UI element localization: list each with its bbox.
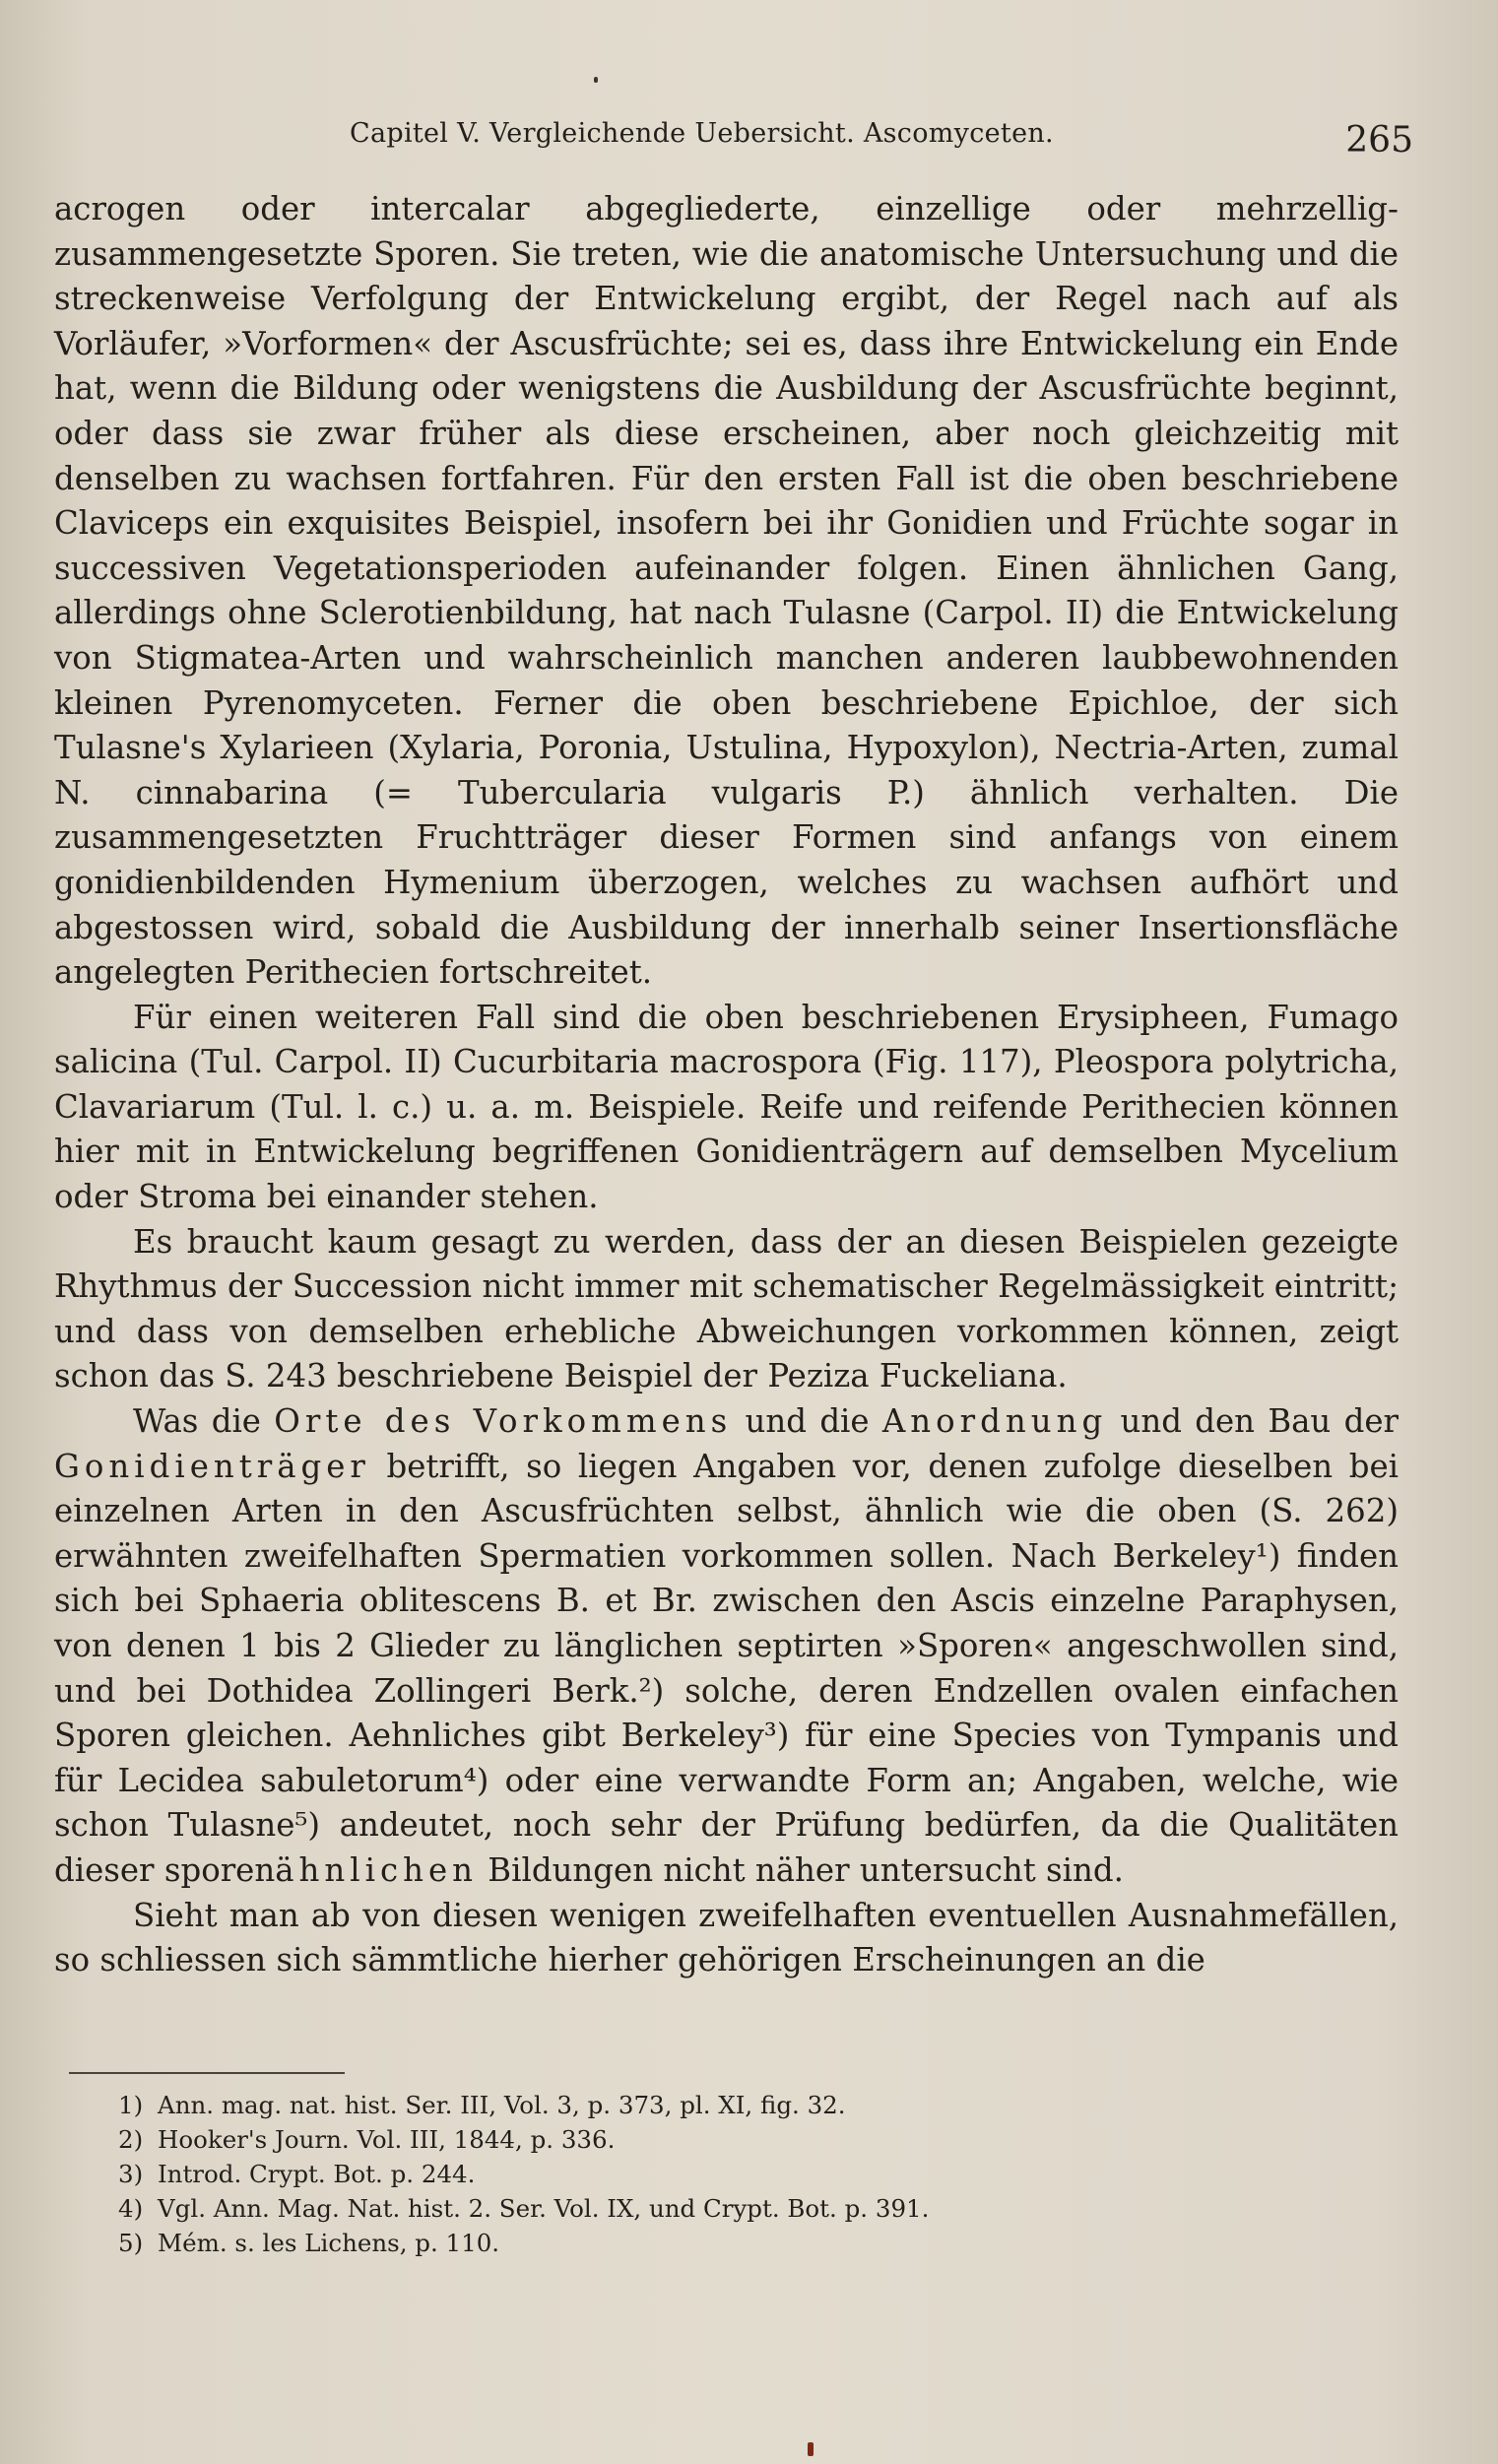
footnote-number: 1) <box>118 2091 144 2119</box>
running-head: Capitel V. Vergleichende Uebersicht. Ascomyceten. <box>350 118 1054 149</box>
footnotes <box>118 2088 1300 2260</box>
footnote-number: 5) <box>118 2229 144 2257</box>
emphasis-spaced: Orte des Vorkommens <box>274 1402 733 1441</box>
text-run: Was die <box>133 1402 275 1441</box>
paragraph: Sieht man ab von diesen wenigen zweifelhaften eventuellen Ausnahmefällen, so schliessen sich sämmtliche hierher gehörigen Erscheinungen an die <box>54 1896 1399 1979</box>
footnote-number: 2) <box>118 2125 144 2154</box>
footnote-number: 3) <box>118 2160 144 2188</box>
footnote <box>118 2191 1300 2226</box>
page-header <box>54 110 1413 169</box>
paragraph: Es braucht kaum gesagt zu werden, dass der an diesen Beispielen gezeigte Rhythmus der Succession nicht immer mit schematischer Regelmässigkeit eintritt; und dass von demselben erhebliche Abweichungen vorkommen können, zeigt schon das S. 243 beschriebene Beispiel der Peziza Fuckeliana. <box>54 1222 1399 1395</box>
footnote-text: Vgl. Ann. Mag. Nat. hist. 2. Ser. Vol. IX, und Crypt. Bot. p. 391. <box>158 2194 930 2223</box>
footnote-divider <box>69 2072 345 2074</box>
footnote-text: Mém. s. les Lichens, p. 110. <box>158 2229 500 2257</box>
footnote <box>118 2122 1300 2157</box>
footnote-text: Hooker's Journ. Vol. III, 1844, p. 336. <box>158 2125 616 2154</box>
page-number: 265 <box>1345 120 1413 161</box>
emphasis-spaced: Gonidienträger <box>54 1447 370 1485</box>
text-run: betrifft, so liegen Angaben vor, denen zufolge dieselben bei einzelnen Arten in den Ascusfrüchten selbst, ähnlich wie die oben (S. 262) erwähnten zweifelhaften Spermatien vorkommen sollen. Nach Berkeley¹) finden sich bei Sphaeria oblitescens B. et Br. zwischen den Ascis einzelne Paraphysen, von denen 1 bis 2 Glieder zu länglichen septirten »Sporen« angeschwollen sind, und bei Dothidea Zollingeri Berk.²) solche, deren Endzellen ovalen einfachen Sporen gleichen. Aehnliches gibt Berkeley³) für eine Species von Tympanis und für Lecidea sabuletorum⁴) oder eine verwandte Form an; Angaben, welche, wie schon Tulasne⁵) andeutet, noch sehr der Prüfung bedürfen, da die Qualitäten dieser sporen <box>54 1447 1399 1889</box>
text-run: Bildungen nicht näher untersucht sind. <box>478 1850 1124 1889</box>
paragraph <box>54 1399 1399 1894</box>
ink-speck <box>808 2442 814 2456</box>
emphasis-spaced: Anordnung <box>881 1402 1108 1441</box>
text-run: und die <box>732 1402 882 1441</box>
paragraph: acrogen oder intercalar abgegliederte, einzellige oder mehrzellig-zusammengesetzte Sporen. Sie treten, wie die anatomische Untersuchung und die streckenweise Verfolgung der Entwickelung ergibt, der Regel nach auf als Vorläufer, »Vorformen« der Ascusfrüchte; sei es, dass ihre Entwickelung ein Ende hat, wenn die Bildung oder wenigstens die Ausbildung der Ascusfrüchte beginnt, oder dass sie zwar früher als diese erscheinen, aber noch gleichzeitig mit denselben zu wachsen fortfahren. Für den ersten Fall ist die oben beschriebene Claviceps ein exquisites Beispiel, insofern bei ihr Gonidien und Früchte sogar in successiven Vegetationsperioden aufeinander folgen. Einen ähnlichen Gang, allerdings ohne Sclerotienbildung, hat nach Tulasne (Carpol. II) die Entwickelung von Stigmatea-Arten und wahrscheinlich manchen anderen laubbewohnenden kleinen Pyrenomyceten. Ferner die oben beschriebene Epichloe, der sich Tulasne's Xylarieen (Xylaria, Poronia, Ustulina, Hypoxylon), Nectria-Arten, zumal N. cinnabarina (= Tubercularia vulgaris P.) ähnlich verhalten. Die zusammengesetzten Fruchtträger dieser Formen sind anfangs von einem gonidienbildenden Hymenium überzogen, welches zu wachsen aufhört und abgestossen wird, sobald die Ausbildung der innerhalb seiner Insertionsfläche angelegten Perithecien fortschreitet. <box>54 190 1399 992</box>
footnote <box>118 2226 1300 2260</box>
footnote-text: Introd. Crypt. Bot. p. 244. <box>158 2160 476 2188</box>
emphasis-spaced: ähnlichen <box>275 1850 479 1889</box>
footnote-text: Ann. mag. nat. hist. Ser. III, Vol. 3, p. 373, pl. XI, fig. 32. <box>158 2091 846 2119</box>
paragraph: Für einen weiteren Fall sind die oben beschriebenen Erysipheen, Fumago salicina (Tul. Carpol. II) Cucurbitaria macrospora (Fig. 117), Pleospora polytricha, Clavariarum (Tul. l. c.) u. a. m. Beispiele. Reife und reifende Perithecien können hier mit in Entwickelung begriffenen Gonidienträgern auf demselben Mycelium oder Stroma bei einander stehen. <box>54 998 1399 1216</box>
footnote <box>118 2157 1300 2191</box>
footnote <box>118 2088 1300 2122</box>
body-text <box>54 187 1399 1983</box>
footnote-number: 4) <box>118 2194 144 2223</box>
ink-speck <box>594 77 598 83</box>
text-run: und den Bau der <box>1107 1402 1399 1441</box>
